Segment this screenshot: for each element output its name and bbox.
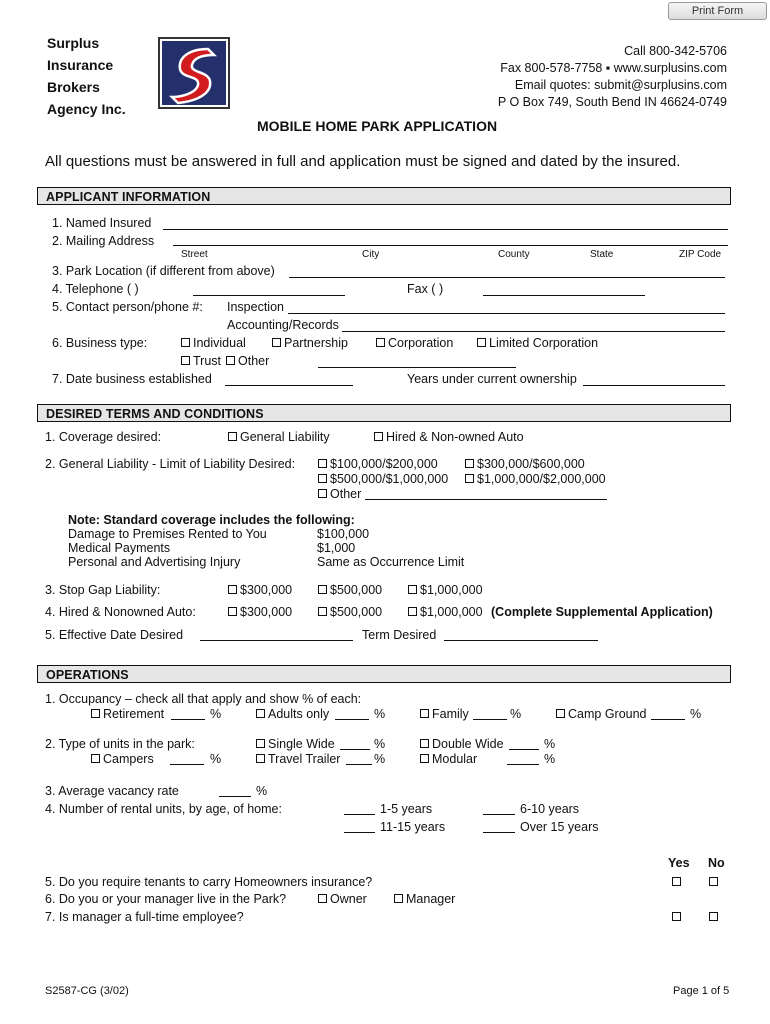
- pct-sign: %: [544, 752, 556, 766]
- label-street: Street: [181, 249, 208, 260]
- opt-hired-300k[interactable]: [228, 605, 292, 619]
- label-term-desired: Term Desired: [362, 628, 437, 642]
- checkbox-icon[interactable]: [672, 912, 681, 921]
- opt-limit-300-600[interactable]: [465, 457, 585, 471]
- occupancy-label: Adults only: [268, 707, 330, 721]
- checkbox-icon[interactable]: [318, 894, 327, 903]
- age-1-5-field[interactable]: [344, 814, 375, 815]
- checkbox-icon[interactable]: [477, 338, 486, 347]
- q-manager-lives-in-park: 6. Do you or your manager live in the Park?: [45, 892, 287, 906]
- note-item-label: Personal and Advertising Injury: [68, 555, 241, 569]
- q-mailing-address: 2. Mailing Address: [52, 234, 155, 248]
- owner-label: Owner: [330, 892, 367, 906]
- opt-stopgap-300k[interactable]: [228, 583, 292, 597]
- pct-sign: %: [374, 737, 386, 751]
- label-state: State: [590, 249, 614, 260]
- company-name-line: Insurance: [47, 57, 114, 73]
- modular-pct-field[interactable]: [507, 764, 539, 765]
- limit-other-field[interactable]: [365, 499, 607, 500]
- label-county: County: [498, 249, 530, 260]
- opt-individual-label: Individual: [193, 336, 246, 350]
- checkbox-icon[interactable]: [465, 474, 474, 483]
- checkbox-icon[interactable]: [318, 585, 327, 594]
- unit-label: Campers: [103, 752, 154, 766]
- pct-sign: %: [210, 752, 222, 766]
- opt-limit-500-1m[interactable]: [318, 472, 448, 486]
- label-city: City: [362, 249, 380, 260]
- telephone-field[interactable]: [193, 295, 345, 296]
- label-fax: Fax ( ): [407, 282, 444, 296]
- single-wide-pct-field[interactable]: [340, 749, 370, 750]
- q-occupancy: 1. Occupancy – check all that apply and show % of each:: [45, 692, 362, 706]
- opt-limited-corporation[interactable]: [477, 336, 598, 350]
- checkbox-icon[interactable]: [420, 739, 429, 748]
- effective-date-field[interactable]: [200, 640, 353, 641]
- opt-stopgap-500k[interactable]: [318, 583, 382, 597]
- opt-double-wide[interactable]: [420, 737, 504, 751]
- checkbox-icon[interactable]: [556, 709, 565, 718]
- label-age-11-15: 11-15 years: [380, 820, 446, 834]
- contact-phone: Call 800-342-5706: [624, 44, 727, 58]
- label-years-owned: Years under current ownership: [407, 372, 577, 386]
- park-location-field[interactable]: [289, 277, 725, 278]
- limit-label: $1,000,000/$2,000,000: [477, 472, 606, 486]
- contact-block: [498, 43, 727, 111]
- mailing-address-field[interactable]: [173, 245, 728, 246]
- checkbox-icon[interactable]: [228, 607, 237, 616]
- note-item-value: Same as Occurrence Limit: [317, 555, 465, 569]
- checkbox-icon[interactable]: [256, 709, 265, 718]
- contact-address: P O Box 749, South Bend IN 46624-0749: [497, 95, 727, 109]
- campers-pct-field[interactable]: [170, 764, 204, 765]
- checkbox-icon[interactable]: [272, 338, 281, 347]
- checkbox-icon[interactable]: [465, 459, 474, 468]
- q-hired-nonowned: 4. Hired & Nonowned Auto:: [45, 605, 196, 619]
- unit-label: Travel Trailer: [268, 752, 341, 766]
- q-business-type: 6. Business type:: [52, 336, 148, 350]
- retirement-pct-field[interactable]: [171, 719, 205, 720]
- checkbox-icon[interactable]: [709, 912, 718, 921]
- q-date-established: 7. Date business established: [52, 372, 212, 386]
- amount-label: $300,000: [240, 583, 293, 597]
- opt-hired-1m[interactable]: [408, 605, 483, 619]
- opt-corporation-label: Corporation: [388, 336, 454, 350]
- opt-hired-500k[interactable]: [318, 605, 382, 619]
- camp-pct-field[interactable]: [651, 719, 685, 720]
- opt-other-label: Other: [238, 354, 270, 368]
- checkbox-icon[interactable]: [181, 356, 190, 365]
- double-wide-pct-field[interactable]: [509, 749, 539, 750]
- section-operations-header: OPERATIONS: [37, 665, 731, 683]
- limit-label: $100,000/$200,000: [330, 457, 438, 471]
- travel-trailer-pct-field[interactable]: [346, 764, 372, 765]
- supplemental-note: (Complete Supplemental Application): [491, 605, 713, 619]
- opt-gl-label: General Liability: [240, 430, 330, 444]
- form-code: S2587-CG (3/02): [45, 985, 129, 997]
- occupancy-label: Camp Ground: [568, 707, 647, 721]
- age-6-10-field[interactable]: [483, 814, 515, 815]
- unit-label: Double Wide: [432, 737, 504, 751]
- q-park-location: 3. Park Location (if different from above): [52, 264, 275, 278]
- opt-retirement[interactable]: [91, 707, 164, 721]
- fax-field[interactable]: [483, 295, 645, 296]
- label-no: No: [708, 856, 725, 870]
- pct-sign: %: [544, 737, 556, 751]
- opt-campers[interactable]: [91, 752, 154, 766]
- instruction-text: All questions must be answered in full and application must be signed and dated by the insured.: [45, 153, 681, 170]
- pct-sign: %: [210, 707, 222, 721]
- checkbox-icon[interactable]: [408, 585, 417, 594]
- amount-label: $300,000: [240, 605, 293, 619]
- print-form-button[interactable]: Print Form: [668, 2, 767, 20]
- q-vacancy-rate: 3. Average vacancy rate: [45, 784, 179, 798]
- limit-label: $500,000/$1,000,000: [330, 472, 449, 486]
- note-item-value: $100,000: [317, 527, 370, 541]
- q-effective-date: 5. Effective Date Desired: [45, 628, 184, 642]
- opt-hired-nonowned[interactable]: [374, 430, 524, 444]
- opt-modular[interactable]: [420, 752, 477, 766]
- q-manager-full-time: 7. Is manager a full-time employee?: [45, 910, 244, 924]
- q7-no-checkbox[interactable]: [709, 910, 721, 924]
- opt-camp-ground[interactable]: [556, 707, 647, 721]
- pct-sign: %: [510, 707, 522, 721]
- opt-hired-label: Hired & Non-owned Auto: [386, 430, 524, 444]
- checkbox-icon[interactable]: [420, 754, 429, 763]
- checkbox-icon[interactable]: [394, 894, 403, 903]
- opt-family[interactable]: [420, 707, 469, 721]
- label-age-6-10: 6-10 years: [520, 802, 580, 816]
- opt-adults-only[interactable]: [256, 707, 329, 721]
- q-named-insured: 1. Named Insured: [52, 216, 152, 230]
- label-age-1-5: 1-5 years: [380, 802, 433, 816]
- q-rental-units: 4. Number of rental units, by age, of home:: [45, 802, 282, 816]
- company-name: [47, 32, 126, 120]
- company-name-line: Agency Inc.: [47, 101, 126, 117]
- opt-single-wide[interactable]: [256, 737, 335, 751]
- unit-label: Modular: [432, 752, 478, 766]
- opt-limit-100-200[interactable]: [318, 457, 438, 471]
- company-name-line: Brokers: [47, 79, 100, 95]
- q-telephone: 4. Telephone ( ): [52, 282, 139, 296]
- opt-individual[interactable]: [181, 336, 246, 350]
- opt-partnership-label: Partnership: [284, 336, 348, 350]
- checkbox-icon[interactable]: [318, 474, 327, 483]
- amount-label: $1,000,000: [420, 605, 483, 619]
- opt-partnership[interactable]: [272, 336, 348, 350]
- age-over-15-field[interactable]: [483, 832, 515, 833]
- form-title: MOBILE HOME PARK APPLICATION: [257, 118, 498, 134]
- opt-corporation[interactable]: [376, 336, 453, 350]
- opt-stopgap-1m[interactable]: [408, 583, 483, 597]
- opt-general-liability[interactable]: [228, 430, 330, 444]
- checkbox-icon[interactable]: [228, 585, 237, 594]
- amount-label: $1,000,000: [420, 583, 483, 597]
- label-inspection: Inspection: [227, 300, 284, 314]
- checkbox-icon[interactable]: [318, 489, 327, 498]
- q-coverage-desired: 1. Coverage desired:: [45, 430, 162, 444]
- checkbox-icon[interactable]: [256, 754, 265, 763]
- opt-travel-trailer[interactable]: [256, 752, 340, 766]
- checkbox-icon[interactable]: [181, 338, 190, 347]
- checkbox-icon[interactable]: [318, 459, 327, 468]
- checkbox-icon[interactable]: [420, 709, 429, 718]
- note-item-label: Medical Payments: [68, 541, 171, 555]
- manager-label: Manager: [406, 892, 456, 906]
- unit-label: Single Wide: [268, 737, 335, 751]
- checkbox-icon[interactable]: [226, 356, 235, 365]
- opt-trust-label: Trust: [193, 354, 222, 368]
- amount-label: $500,000: [330, 605, 383, 619]
- checkbox-icon[interactable]: [408, 607, 417, 616]
- business-other-field[interactable]: [318, 367, 516, 368]
- limit-label: $300,000/$600,000: [477, 457, 585, 471]
- q5-no-checkbox[interactable]: [709, 875, 721, 889]
- date-established-field[interactable]: [225, 385, 353, 386]
- q-contact-person: 5. Contact person/phone #:: [52, 300, 203, 314]
- checkbox-icon[interactable]: [709, 877, 718, 886]
- checkbox-icon[interactable]: [376, 338, 385, 347]
- section-terms-header: DESIRED TERMS AND CONDITIONS: [37, 404, 731, 422]
- checkbox-icon[interactable]: [91, 754, 100, 763]
- named-insured-field[interactable]: [163, 229, 728, 230]
- note-item-value: $1,000: [317, 541, 356, 555]
- label-zip: ZIP Code: [679, 249, 722, 260]
- opt-manager[interactable]: [394, 892, 455, 906]
- term-desired-field[interactable]: [444, 640, 598, 641]
- label-yes: Yes: [668, 856, 690, 870]
- age-11-15-field[interactable]: [344, 832, 375, 833]
- q5-yes-checkbox[interactable]: [672, 875, 684, 889]
- limit-label: Other: [330, 487, 362, 501]
- occupancy-label: Family: [432, 707, 469, 721]
- opt-owner[interactable]: [318, 892, 367, 906]
- contact-fax-web: Fax 800-578-7758 ▪ www.surplusins.com: [500, 61, 727, 75]
- contact-email: Email quotes: submit@surplusins.com: [514, 78, 727, 92]
- accounting-field[interactable]: [342, 331, 725, 332]
- amount-label: $500,000: [330, 583, 383, 597]
- checkbox-icon[interactable]: [374, 432, 383, 441]
- q7-yes-checkbox[interactable]: [672, 910, 684, 924]
- checkbox-icon[interactable]: [672, 877, 681, 886]
- company-name-line: Surplus: [47, 35, 100, 51]
- page-number: Page 1 of 5: [673, 985, 730, 997]
- q-gl-limit: 2. General Liability - Limit of Liability Desired:: [45, 457, 296, 471]
- checkbox-icon[interactable]: [228, 432, 237, 441]
- checkbox-icon[interactable]: [91, 709, 100, 718]
- opt-limited-label: Limited Corporation: [489, 336, 599, 350]
- pct-sign: %: [374, 752, 386, 766]
- q-homeowners-insurance: 5. Do you require tenants to carry Homeowners insurance?: [45, 875, 373, 889]
- pct-sign: %: [374, 707, 386, 721]
- opt-trust[interactable]: [181, 354, 221, 368]
- adults-pct-field[interactable]: [335, 719, 369, 720]
- q-stop-gap: 3. Stop Gap Liability:: [45, 583, 161, 597]
- checkbox-icon[interactable]: [318, 607, 327, 616]
- years-owned-field[interactable]: [583, 385, 725, 386]
- opt-other[interactable]: [226, 354, 269, 368]
- label-age-over-15: Over 15 years: [520, 820, 599, 834]
- note-title: Note: Standard coverage includes the following:: [68, 513, 355, 527]
- occupancy-label: Retirement: [103, 707, 165, 721]
- note-item-label: Damage to Premises Rented to You: [68, 527, 267, 541]
- pct-sign: %: [690, 707, 702, 721]
- inspection-field[interactable]: [288, 313, 725, 314]
- section-applicant-header: APPLICANT INFORMATION: [37, 187, 731, 205]
- q-unit-types: 2. Type of units in the park:: [45, 737, 195, 751]
- opt-limit-other[interactable]: [318, 487, 361, 501]
- family-pct-field[interactable]: [473, 719, 507, 720]
- label-accounting: Accounting/Records: [227, 318, 339, 332]
- vacancy-rate-field[interactable]: [219, 796, 251, 797]
- opt-limit-1m-2m[interactable]: [465, 472, 606, 486]
- checkbox-icon[interactable]: [256, 739, 265, 748]
- pct-sign: %: [256, 784, 268, 798]
- company-logo: [158, 37, 230, 109]
